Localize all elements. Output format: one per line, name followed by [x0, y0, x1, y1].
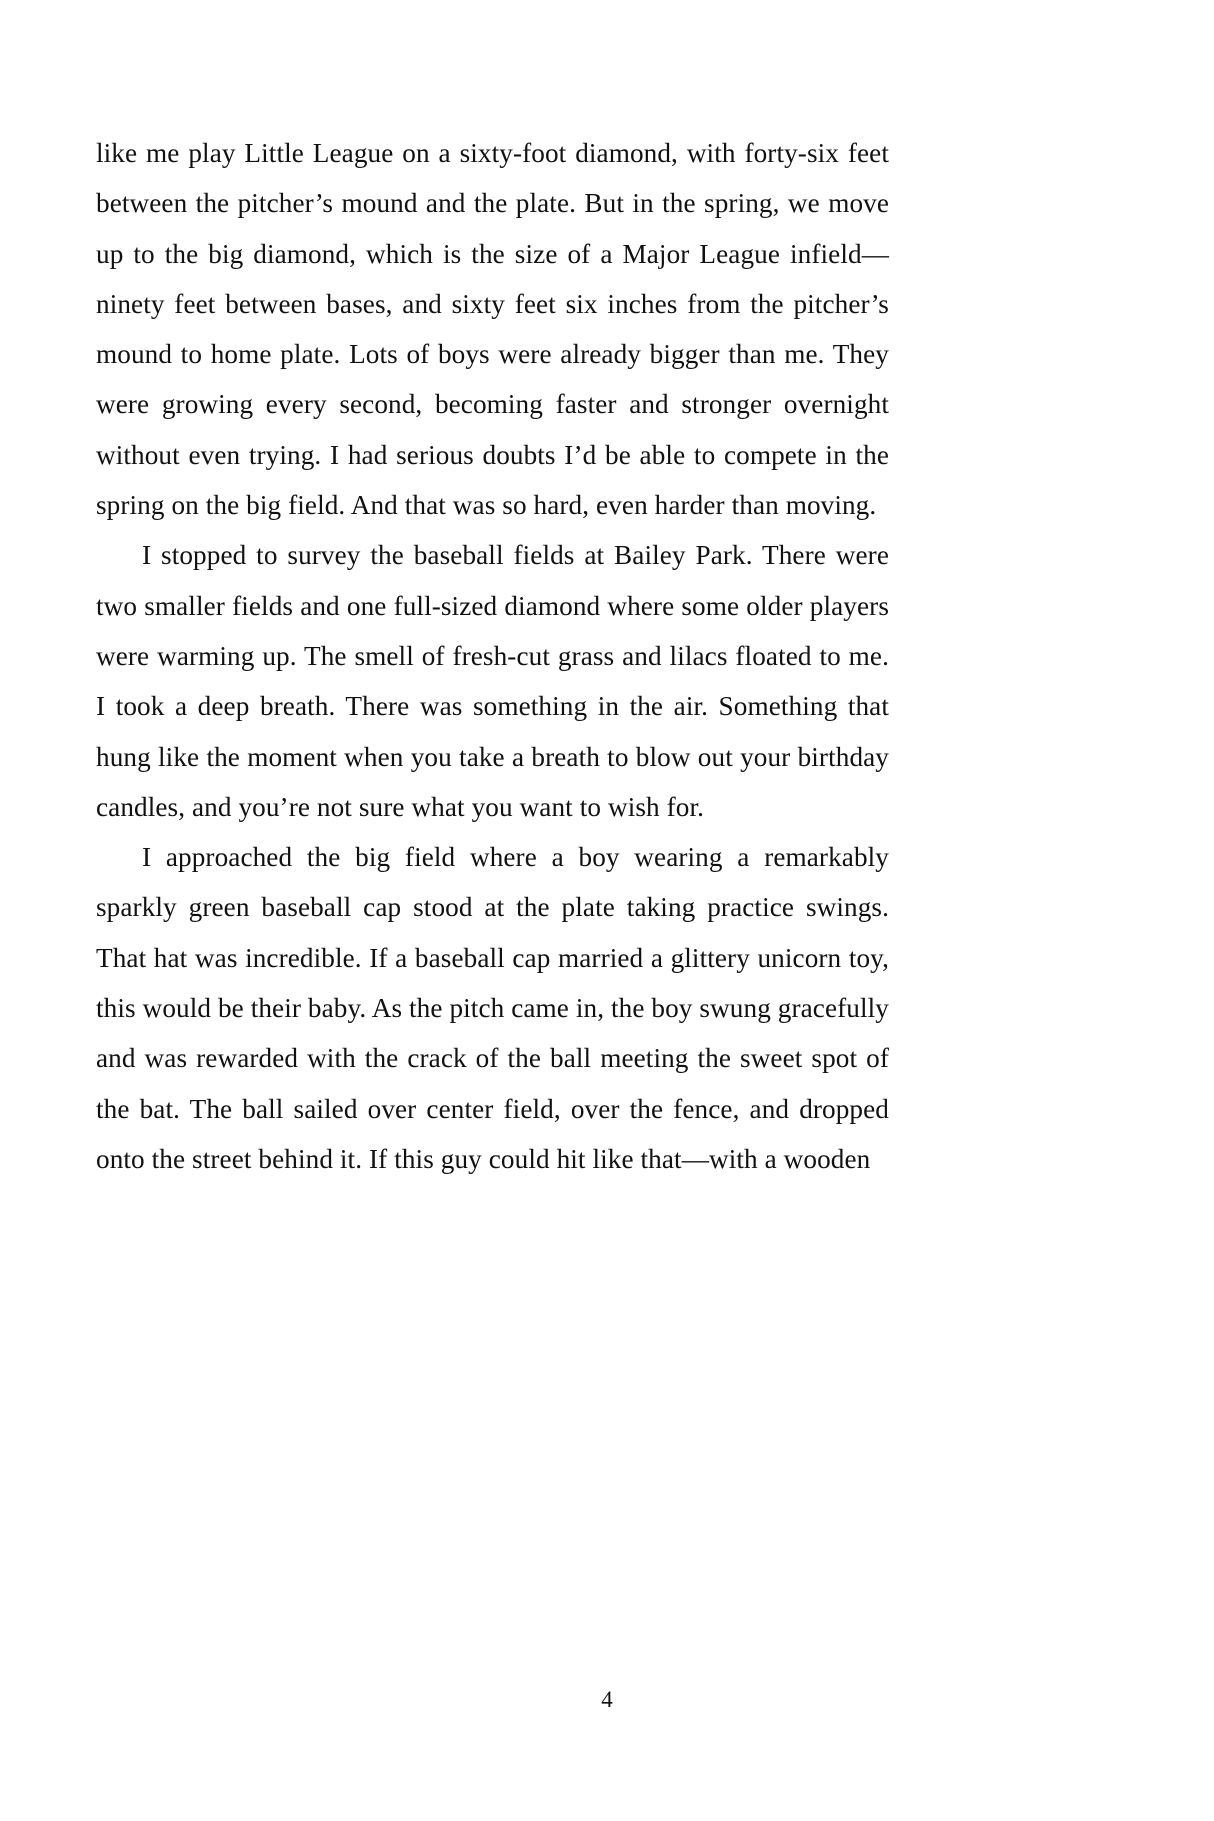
- paragraph-bailey-park: I stopped to survey the baseball fields at Bailey Park. There were two smaller fields and one full-sized diamond where some older players were warming up. The smell of fresh-cut grass and lilacs floated to me. I took a deep breath. There was something in the air. Something that hung like the moment when you take a breath to blow out your birthday candles, and you’re not sure what you want to wish for.: [96, 540, 889, 822]
- paragraph-big-field: I approached the big field where a boy wearing a remarkably sparkly green baseball cap stood at the plate taking practice swings. That hat was incredible. If a baseball cap married a glittery unicorn toy, this would be their baby. As the pitch came in, the boy swung gracefully and was rewarded with the crack of the ball meeting the sweet spot of the bat. The ball sailed over center field, over the fence, and dropped onto the street behind it. If this guy could hit like that—with a wooden: [96, 842, 889, 1174]
- page-text-block: [96, 128, 889, 1184]
- paragraph-continued: like me play Little League on a sixty-foot diamond, with forty-six feet between the pitcher’s mound and the plate. But in the spring, we move up to the big diamond, which is the size of a Major League infield—ninety feet between bases, and sixty feet six inches from the pitcher’s mound to home plate. Lots of boys were already bigger than me. They were growing every second, becoming faster and stronger overnight without even trying. I had serious doubts I’d be able to compete in the spring on the big field. And that was so hard, even harder than moving.: [96, 138, 889, 521]
- page-number: 4: [601, 1687, 613, 1712]
